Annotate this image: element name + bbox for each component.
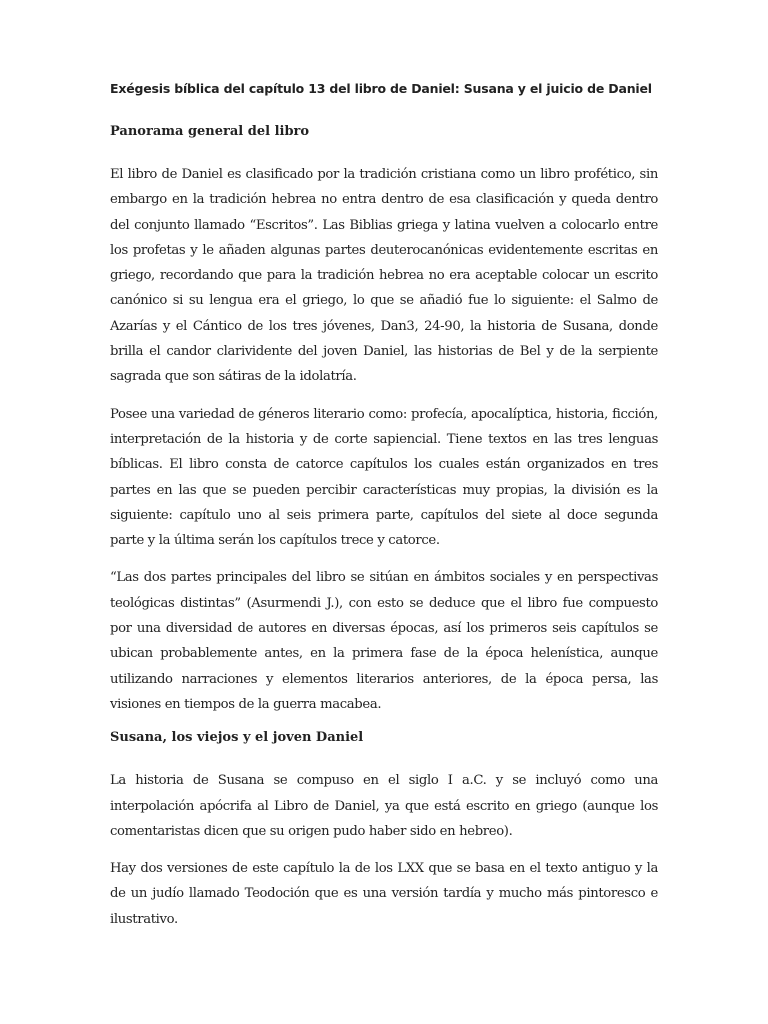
section-heading-susana: Susana, los viejos y el joven Daniel [110,730,364,746]
paragraph: El libro de Daniel es clasificado por la tradición cristiana como un libro profético, sin embargo en la tradición hebrea no entra dentro de esa clasificación y queda dentro del conjunto llamado “Escritos”. Las Biblias griega y latina vuelven a colocarlo entre los profetas y le añaden algunas partes deuterocanónicas evidentemente escritas en griego, recordando que para la tradición hebrea no era aceptable colocar un escrito canónico si su lengua era el griego, lo que se añadió fue lo siguiente: el Salmo de Azarías y el Cántico de los tres jóvenes, Dan3, 24-90, la historia de Susana, donde brilla el candor clarividente del joven Daniel, las historias de Bel y de la serpiente sagrada que son sátiras de la idolatría. [110,167,658,385]
paragraph: La historia de Susana se compuso en el siglo I a.C. y se incluyó como una interpolación apócrifa al Libro de Daniel, ya que está escrito en griego (aunque los comentaristas dicen que su origen pudo haber sido en hebreo). [110,773,658,839]
paragraph: Hay dos versiones de este capítulo la de los LXX que se basa en el texto antiguo y la de un judío llamado Teodoción que es una versión tardía y mucho más pintoresco e ilustrativo. [110,861,658,927]
section-heading-overview: Panorama general del libro [110,124,310,139]
document-title: Exégesis bíblica del capítulo 13 del libro de Daniel: Susana y el juicio de Daniel [110,81,652,96]
paragraph: “Las dos partes principales del libro se sitúan en ámbitos sociales y en perspectivas teológicas distintas” (Asurmendi J.), con esto se deduce que el libro fue compuesto por una diversidad de autores en diversas épocas, así los primeros seis capítulos se ubican probablemente antes, en la primera fase de la época helenística, aunque utilizando narraciones y elementos literarios anteriores, de la época persa, las visiones en tiempos de la guerra macabea. [110,570,658,712]
document-page [110,80,658,944]
paragraph: Posee una variedad de géneros literario como: profecía, apocalíptica, historia, ficción, interpretación de la historia y de corte sapiencial. Tiene textos en las tres lenguas bíblicas. El libro consta de catorce capítulos los cuales están organizados en tres partes en las que se pueden percibir características muy propias, la división es la siguiente: capítulo uno al seis primera parte, capítulos del siete al doce segunda parte y la última serán los capítulos trece y catorce. [110,406,658,549]
